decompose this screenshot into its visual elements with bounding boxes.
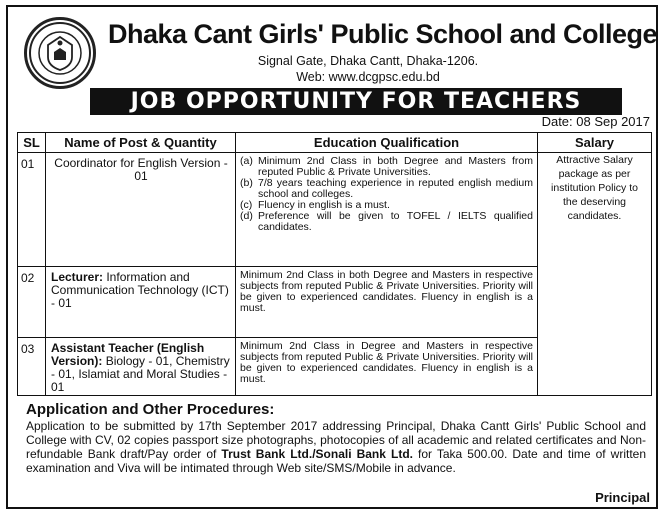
qualification-item: (b) 7/8 years teaching experience in reputed english medium school and colleges. <box>240 177 533 200</box>
header-post: Name of Post & Quantity <box>46 133 236 153</box>
row-post: Coordinator for English Version - 01 <box>46 153 236 267</box>
signer: Principal <box>595 490 650 505</box>
header-qualification: Education Qualification <box>236 133 538 153</box>
row-qualification: Minimum 2nd Class in Degree and Masters in respective subjects from reputed Public & Private Universities. Priority will be given to experienced candidates. Fluency in english is a must. <box>236 338 538 396</box>
school-logo <box>24 17 96 89</box>
procedures-text: Application to be submitted by 17th September 2017 addressing Principal, Dhaka Cantt Girls' Public School and College with CV, 02 copies passport size photographs, photocopies of all academic and related certificates and Non-refundable Bank draft/Pay order of Trust Bank Ltd./Sonali Bank Ltd. for Taka 500.00. Date and time of written examination and Viva will be intimated through Web site/SMS/Mobile in advance. <box>26 419 647 475</box>
school-name: Dhaka Cant Girls' Public School and College <box>107 19 658 49</box>
school-website: Web: www.dcgpsc.edu.bd <box>296 70 440 84</box>
row-qualification <box>236 153 538 267</box>
school-emblem-icon <box>27 20 93 86</box>
row-post <box>46 267 236 338</box>
post-detail: Information and Communication Technology (ICT) - 01 <box>51 270 229 310</box>
publish-date: Date: 08 Sep 2017 <box>541 114 650 129</box>
post-title: Assistant Teacher (English Version): <box>51 341 205 368</box>
qualification-item: (a) Minimum 2nd Class in both Degree and Masters from reputed Public & Private Universities. <box>240 155 533 178</box>
header-salary: Salary <box>538 133 652 153</box>
procedures-title: Application and Other Procedures: <box>26 401 275 418</box>
job-banner: JOB OPPORTUNITY FOR TEACHERS <box>90 88 622 115</box>
table-header-row <box>18 133 652 153</box>
post-title: Lecturer: <box>51 270 104 284</box>
header-sl: SL <box>18 133 46 153</box>
school-address: Signal Gate, Dhaka Cantt, Dhaka-1206. <box>257 54 479 68</box>
row-sl: 02 <box>18 267 46 338</box>
row-post <box>46 338 236 396</box>
qualification-item: (c) Fluency in english is a must. <box>240 199 390 211</box>
table-row <box>18 153 652 267</box>
row-sl: 03 <box>18 338 46 396</box>
post-detail: Biology - 01, Chemistry - 01, Islamiat and Moral Studies - 01 <box>51 354 230 394</box>
bank-names: Trust Bank Ltd./Sonali Bank Ltd. <box>221 447 413 461</box>
job-table <box>17 132 652 396</box>
qualification-item: (d) Preference will be given to TOFEL / IELTS qualified candidates. <box>240 210 533 233</box>
qualification-list <box>240 156 533 233</box>
advertisement-page <box>6 5 658 509</box>
row-sl: 01 <box>18 153 46 267</box>
row-qualification: Minimum 2nd Class in both Degree and Masters in respective subjects from reputed Public & Private Universities. Priority will be given to experienced candidates. Fluency in english is a must. <box>236 267 538 338</box>
salary-cell: Attractive Salary package as per institution Policy to the deserving candidates. <box>538 153 652 396</box>
